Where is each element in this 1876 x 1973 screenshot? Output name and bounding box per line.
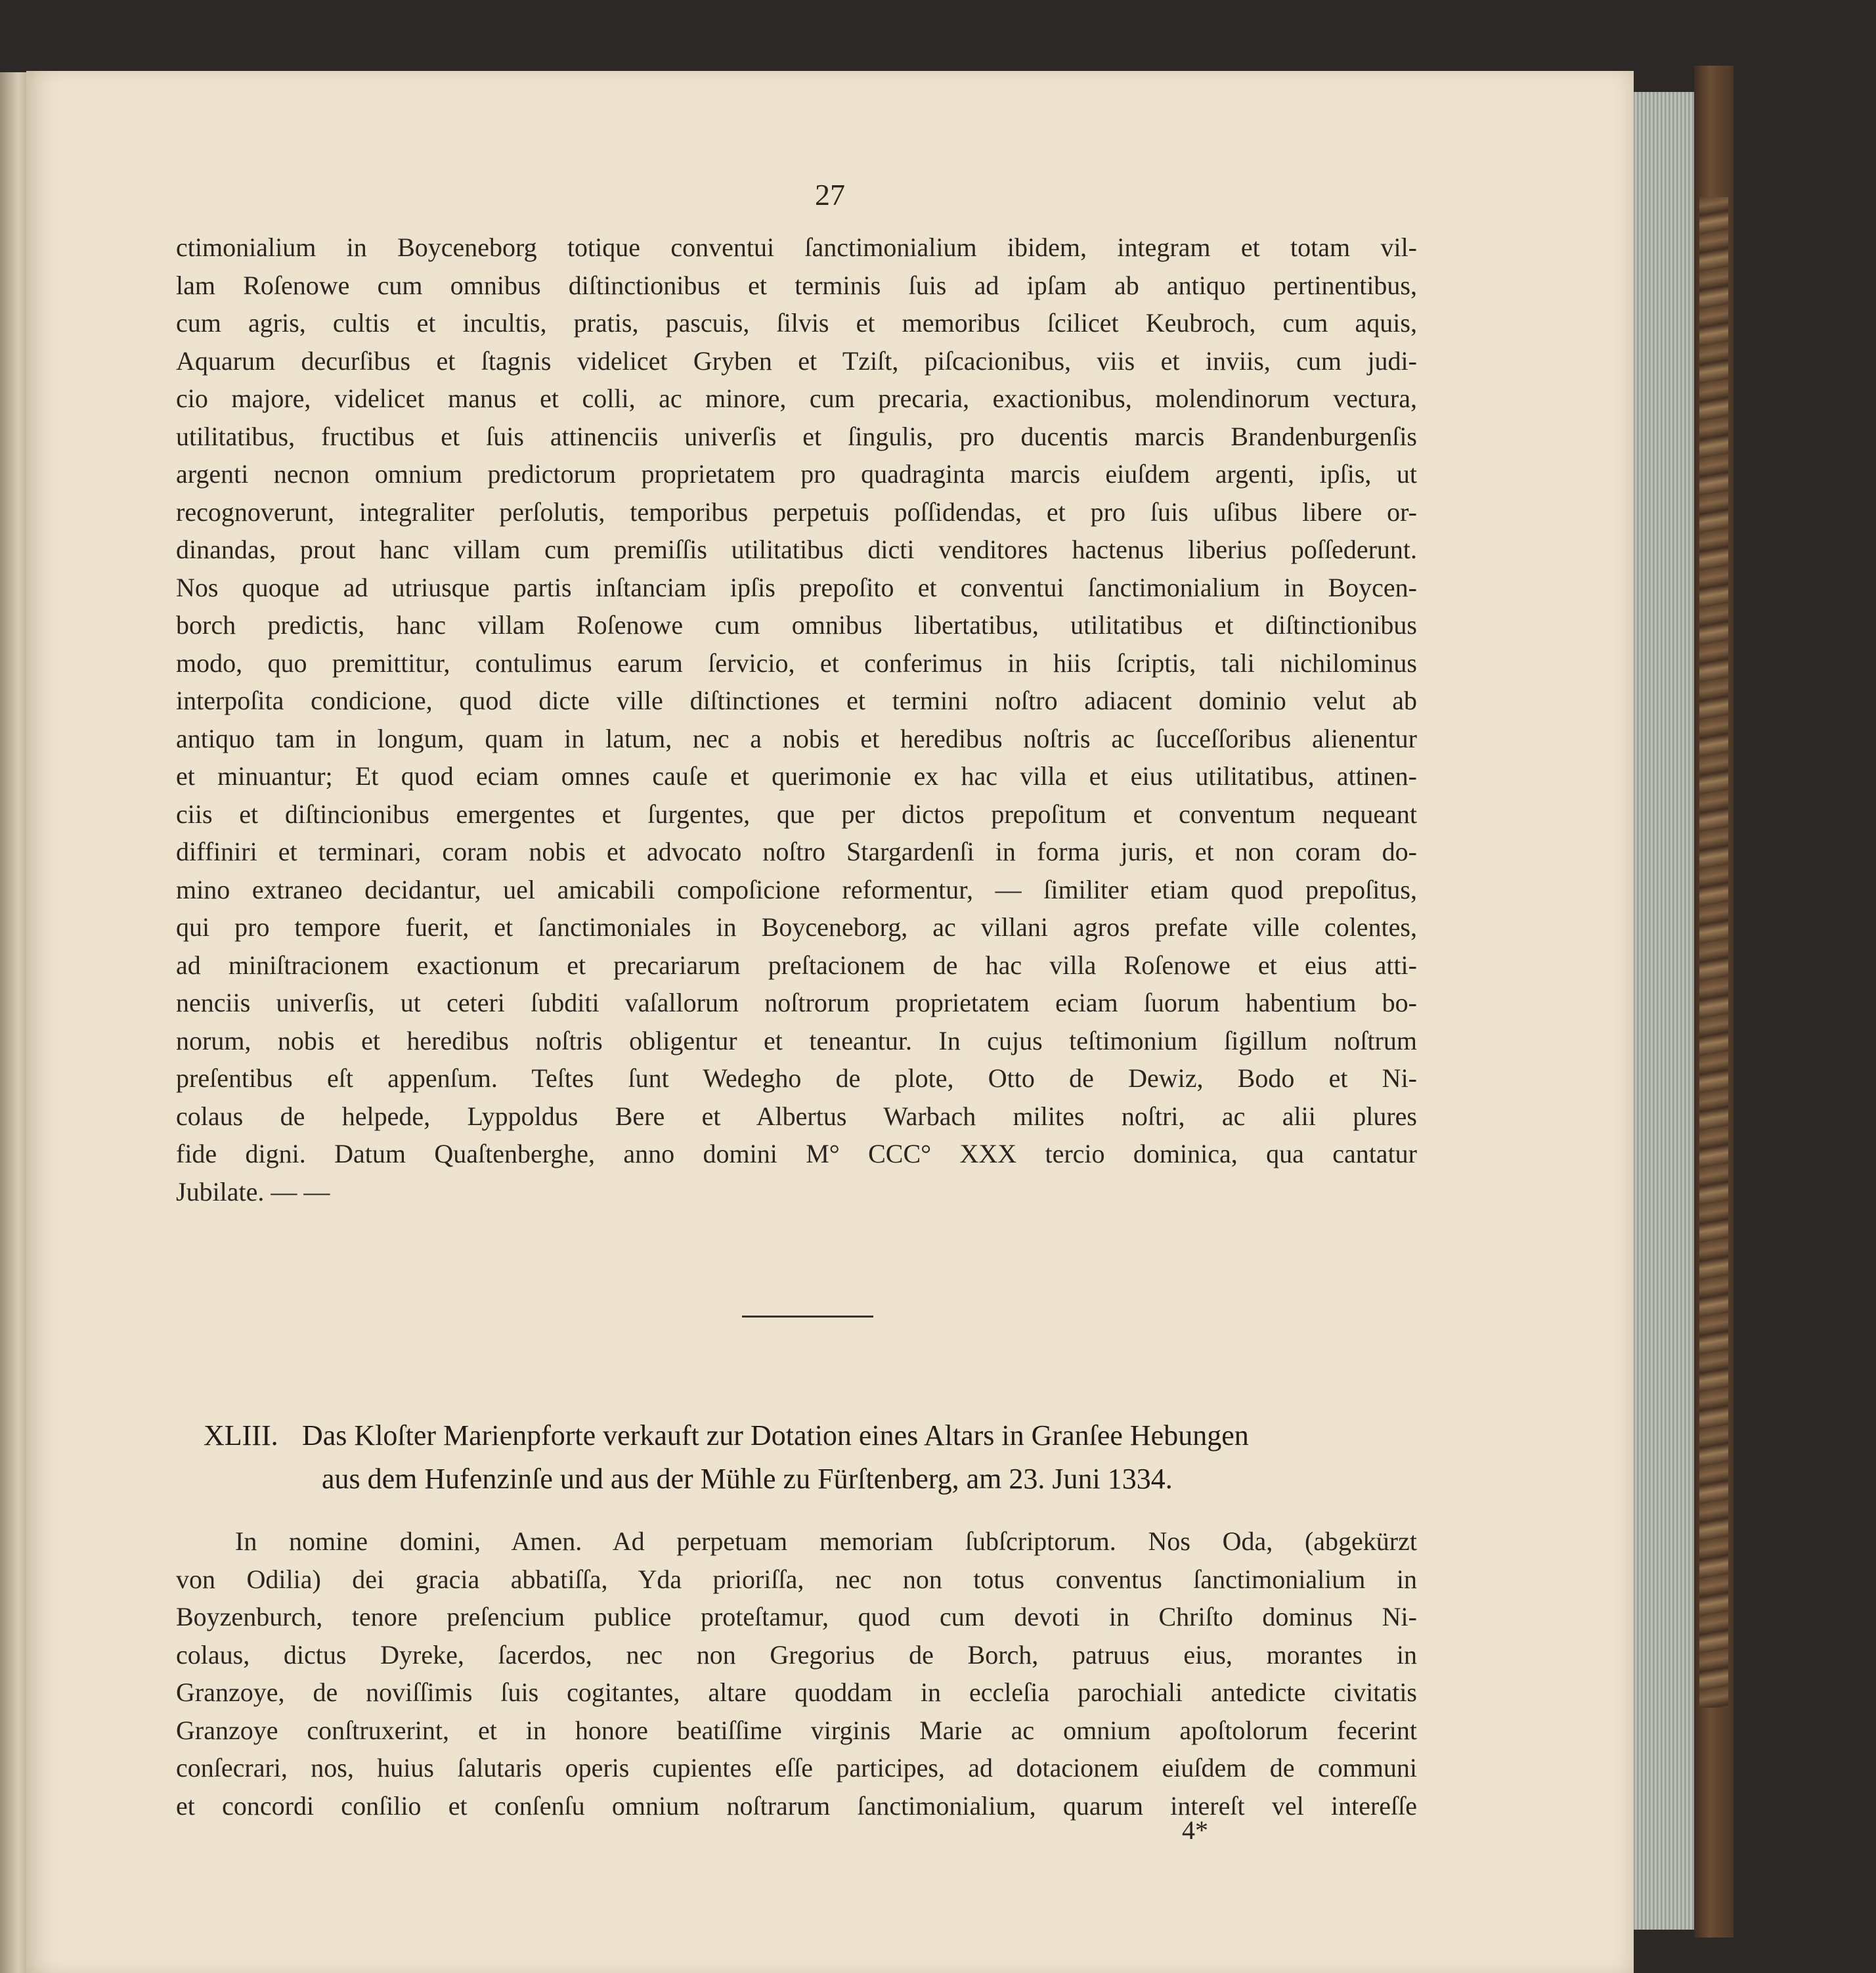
text-line: ad miniſtracionem exactionum et precariarum preſtacionem de hac villa Roſenowe et eius atti-	[176, 950, 1417, 980]
text-line: interpoſita condicione, quod dicte ville diſtinctiones et termini noſtro adiacent dominio velut ab	[176, 686, 1417, 715]
text-line: Nos quoque ad utriusque partis inſtanciam ipſis prepoſito et conventui ſanctimonialium in Boycen-	[176, 572, 1417, 602]
left-page-edge	[0, 72, 26, 1973]
document-heading	[204, 1414, 1425, 1501]
text-line: et minuantur; Et quod eciam omnes cauſe et querimonie ex hac villa et eius utilitatibus, attinen-	[176, 761, 1417, 791]
document-number: XLIII.	[204, 1419, 278, 1452]
text-line: von Odilia) dei gracia abbatiſſa, Yda prioriſſa, nec non totus conventus ſanctimonialium in	[176, 1564, 1417, 1594]
section-divider	[742, 1316, 873, 1318]
text-line: argenti necnon omnium predictorum proprietatem pro quadraginta marcis eiuſdem argenti, ipſis, ut	[176, 459, 1417, 489]
text-line: ciis et diſtincionibus emergentes et ſurgentes, que per dictos prepoſitum et conventum nequeant	[176, 799, 1417, 829]
text-line: preſentibus eſt appenſum. Teſtes ſunt Wedegho de plote, Otto de Dewiz, Bodo et Ni-	[176, 1063, 1417, 1093]
text-line: cio majore, videlicet manus et colli, ac minore, cum precaria, exactionibus, molendinorum vectura,	[176, 384, 1417, 413]
page-edges	[1634, 92, 1694, 1930]
cover-marbling	[1699, 197, 1728, 1708]
text-line: conſecrari, nos, huius ſalutaris operis cupientes eſſe participes, ad dotacionem eiuſdem de communi	[176, 1753, 1417, 1783]
text-line: antiquo tam in longum, quam in latum, nec a nobis et heredibus noſtris ac ſucceſſoribus alienentur	[176, 723, 1417, 753]
text-line: Aquarum decurſibus et ſtagnis videlicet Gryben et Tziſt, piſcacionibus, viis et inviis, cum judi-	[176, 345, 1417, 376]
text-line: borch predictis, hanc villam Roſenowe cum omnibus libertatibus, utilitatibus et diſtinctionibus	[176, 610, 1417, 640]
book-page	[26, 71, 1634, 1973]
text-line: recognoverunt, integraliter perſolutis, temporibus perpetuis poſſidendas, et pro ſuis uſibus libere or-	[176, 497, 1417, 527]
text-line: ctimonialium in Boyceneborg totique conventui ſanctimonialium ibidem, integram et totam vil-	[176, 233, 1417, 262]
text-line: colaus de helpede, Lyppoldus Bere et Albertus Warbach milites noſtri, ac alii plures	[176, 1101, 1417, 1131]
page-number: 27	[815, 178, 845, 211]
text-line: utilitatibus, fructibus et ſuis attinenciis univerſis et ſingulis, pro ducentis marcis Brandenburgenſis	[176, 421, 1417, 451]
text-line: diffiniri et terminari, coram nobis et advocato noſtro Stargardenſi in forma juris, et non coram do-	[176, 837, 1417, 866]
text-line: nenciis univerſis, ut ceteri ſubditi vaſallorum noſtrorum proprietatem eciam ſuorum habentium bo-	[176, 988, 1417, 1017]
text-line: modo, quo premittitur, contulimus earum ſervicio, et conferimus in hiis ſcriptis, tali nichilominus	[176, 648, 1417, 678]
text-line: lam Roſenowe cum omnibus diſtinctionibus et terminis ſuis ad ipſam ab antiquo pertinentibus,	[176, 270, 1417, 300]
text-line: Boyzenburch, tenore preſencium publice proteſtamur, quod cum devoti in Chriſto dominus Ni-	[176, 1602, 1417, 1631]
signature-mark: 4*	[1182, 1815, 1208, 1845]
heading-line-1	[204, 1414, 1425, 1457]
text-line: colaus, dictus Dyreke, ſacerdos, nec non Gregorius de Borch, patruus eius, morantes in	[176, 1639, 1417, 1670]
text-line: Jubilate. — —	[176, 1176, 330, 1207]
text-line: In nomine domini, Amen. Ad perpetuam memoriam ſubſcriptorum. Nos Oda, (abgekürzt	[235, 1526, 1417, 1556]
text-line: qui pro tempore fuerit, et ſanctimoniales in Boyceneborg, ac villani agros prefate ville colentes,	[176, 912, 1417, 942]
heading-line-2: aus dem Hufenzinſe und aus der Mühle zu Fürſtenberg, am 23. Juni 1334.	[322, 1463, 1173, 1495]
text-line: norum, nobis et heredibus noſtris obligentur et teneantur. In cujus teſtimonium ſigillum noſtrum	[176, 1025, 1417, 1055]
text-line: cum agris, cultis et incultis, pratis, pascuis, ſilvis et memoribus ſcilicet Keubroch, cum aquis,	[176, 308, 1417, 338]
text-line: Granzoye conſtruxerint, et in honore beatiſſime virginis Marie ac omnium apoſtolorum fecerint	[176, 1715, 1417, 1745]
text-line: et concordi conſilio et conſenſu omnium noſtrarum ſanctimonialium, quarum intereſt vel intereſſe	[176, 1790, 1417, 1821]
text-line: mino extraneo decidantur, uel amicabili compoſicione reformentur, — ſimiliter etiam quod prepoſitus,	[176, 874, 1417, 904]
text-line: dinandas, prout hanc villam cum premiſſis utilitatibus dicti venditores hactenus liberius poſſederunt.	[176, 535, 1417, 564]
charter-text-upper	[176, 229, 1417, 1210]
charter-text-lower	[176, 1522, 1417, 1825]
text-line: fide digni. Datum Quaſtenberghe, anno domini M° CCC° XXX tercio dominica, qua cantatur	[176, 1139, 1417, 1168]
text-line: Granzoye, de noviſſimis ſuis cogitantes, altare quoddam in eccleſia parochiali antedicte civitatis	[176, 1677, 1417, 1707]
heading-title-1: Das Kloſter Marienpforte verkauft zur Dotation eines Altars in Granſee Hebungen	[302, 1419, 1249, 1452]
